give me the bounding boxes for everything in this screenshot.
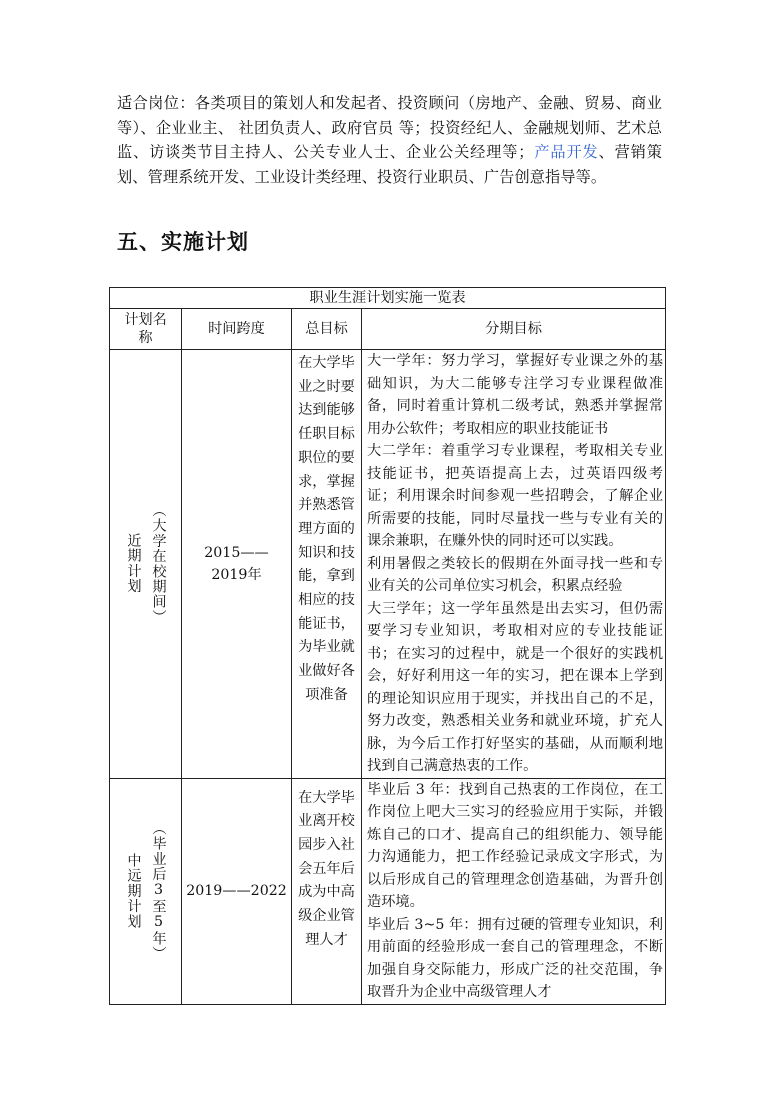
header-time-span: 时间跨度 (182, 309, 292, 350)
plan-name: 近期计划 (125, 533, 142, 595)
phase-goals-cell (362, 778, 666, 1004)
section-heading: 五、实施计划 (117, 230, 249, 254)
intro-text: 适合岗位：各类项目的策划人和发起者、投资顾问（房地产、金融、贸易、商业等）、企业业主、 社团负责人、政府官员 等；投资经纪人、金融规划师、艺术总监、访谈类节目主持人、公关专业人士、企业公关经理等； (117, 94, 662, 161)
table-caption: 职业生涯计划实施一览表 (110, 288, 666, 309)
career-plan-table (109, 287, 666, 1005)
phase-item: 大二学年：着重学习专业课程，考取相关专业技能证书，把英语提高上去，过英语四级考证；利用课余时间参观一些招聘会，了解企业所需要的技能，同时尽量找一些与专业有关的课余兼职，在赚外快的同时还可以实践。 (367, 443, 664, 549)
phase-item: 大三学年；这一学年虽然是出去实习，但仍需要学习专业知识，考取相对应的专业技能证书；在实习的过程中，就是一个很好的实践机会，好好利用这一年的实习，把在课本上学到的理论知识应用于现实，并找出自己的不足，努力改变，熟悉相关业务和就业环境，扩充人脉，为今后工作打好坚实的基础，从而顺利地找到自己满意热衷的工作。 (367, 600, 664, 774)
table-header-row (110, 309, 666, 350)
plan-subtitle: （大学在校期间） (150, 502, 167, 625)
intro-paragraph (117, 91, 662, 189)
intro-text-tail: 、营销策划、管理系统开发、工业设计类经理、投资行业职员、广告创意指导等。 (117, 143, 662, 186)
time-span-cell: 2019——2022 (182, 778, 292, 1004)
overall-goal-cell: 在大学毕业离开校园步入社会五年后成为中高级企业管理人才 (292, 778, 362, 1004)
header-phase-goals: 分期目标 (362, 309, 666, 350)
plan-name-cell (110, 350, 182, 779)
phase-item: 毕业后 3 年：找到自己热衷的工作岗位，在工作岗位上吧大三实习的经验应用于实际，并锻炼自己的口才、提高自己的组织能力、领导能力沟通能力，把工作经验记录成文字形式，为以后形成自己的管理理念创造基础，为晋升创造环境。 (367, 781, 664, 910)
time-span-cell: 2015——2019年 (182, 350, 292, 779)
product-dev-link[interactable]: 产品开发 (533, 143, 599, 161)
phase-item: 毕业后 3~5 年：拥有过硬的管理专业知识，利用前面的经验形成一套自己的管理理念，不断加强自身交际能力，形成广泛的社交范围，争取晋升为企业中高级管理人才 (367, 916, 664, 1000)
plan-name: 中远期计划 (125, 853, 142, 929)
table-row (110, 350, 666, 779)
overall-goal-cell: 在大学毕业之时要达到能够任职目标职位的要求，掌握并熟悉管理方面的知识和技能，拿到相应的技能证书，为毕业就业做好各项准备 (292, 350, 362, 779)
header-plan-name: 计划名称 (110, 309, 182, 350)
plan-name-cell (110, 778, 182, 1004)
header-overall-goal: 总目标 (292, 309, 362, 350)
plan-subtitle: （毕业后3至5年） (150, 820, 167, 962)
phase-item: 利用暑假之类较长的假期在外面寻找一些和专业有关的公司单位实习机会，积累点经验 (367, 555, 664, 594)
table-row (110, 778, 666, 1004)
phase-item: 大一学年：努力学习，掌握好专业课之外的基础知识，为大二能够专注学习专业课程做准备，同时着重计算机二级考试，熟悉并掌握常用办公软件；考取相应的职业技能证书 (367, 353, 664, 437)
phase-goals-cell (362, 350, 666, 779)
